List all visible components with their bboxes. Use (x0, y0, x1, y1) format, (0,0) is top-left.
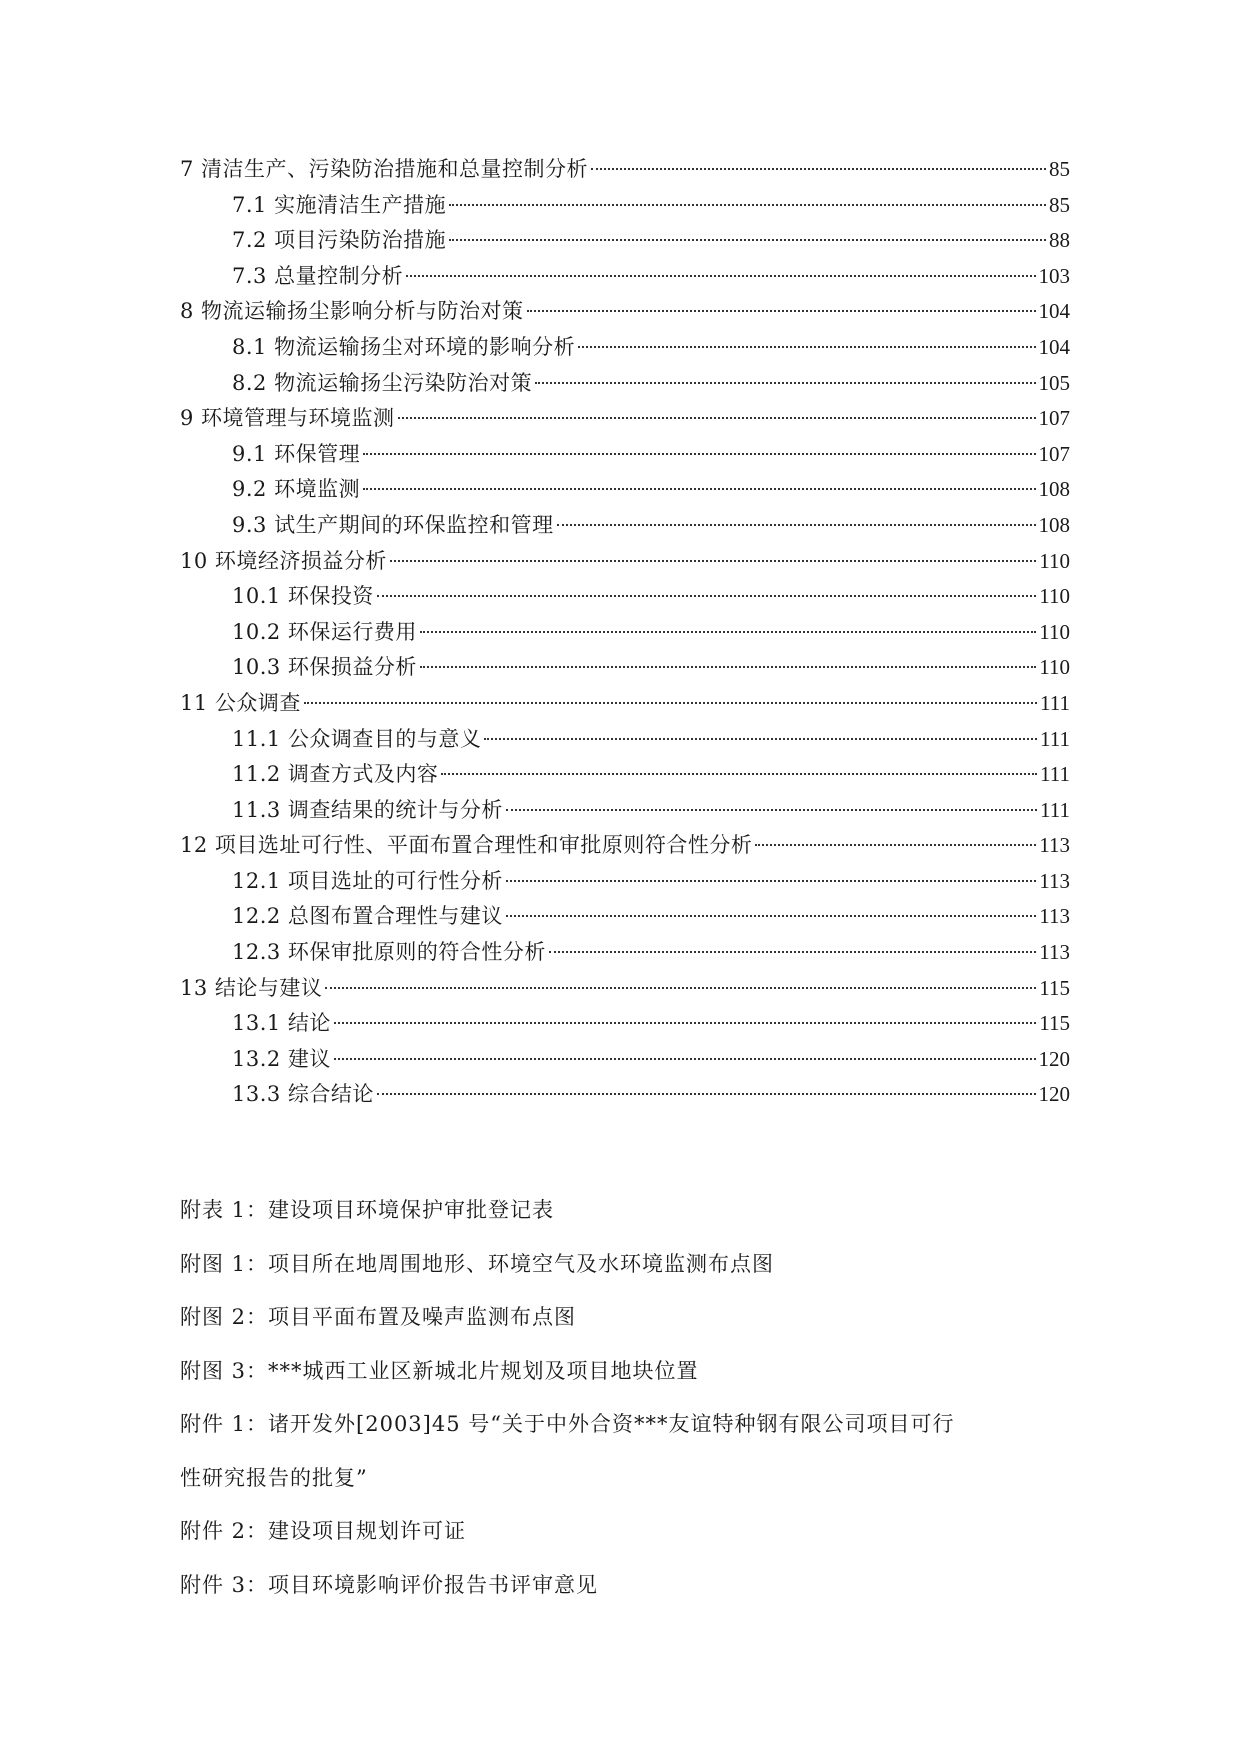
toc-entry-title: 11.1 公众调查目的与意义 (232, 726, 482, 751)
toc-dot-leader (449, 239, 1046, 241)
toc-chapter-entry[interactable] (180, 401, 1070, 437)
toc-section-entry[interactable] (180, 188, 1070, 224)
toc-entry-title: 12 项目选址可行性、平面布置合理性和审批原则符合性分析 (180, 833, 753, 858)
toc-section-entry[interactable] (180, 793, 1070, 829)
toc-dot-leader (406, 275, 1035, 277)
table-of-contents (180, 152, 1070, 1113)
toc-section-entry[interactable] (180, 366, 1070, 402)
toc-entry-page-number: 110 (1039, 619, 1070, 644)
toc-entry-title: 8.2 物流运输扬尘污染防治对策 (232, 370, 533, 395)
toc-entry-title: 13.3 综合结论 (232, 1082, 374, 1107)
attachment-line: 性研究报告的批复” (180, 1465, 368, 1490)
toc-dot-leader (535, 382, 1035, 384)
toc-entry-page-number: 111 (1040, 690, 1070, 715)
toc-dot-leader (325, 987, 1036, 989)
toc-entry-page-number: 120 (1038, 1046, 1070, 1071)
attachment-line: 附表 1：建设项目环境保护审批登记表 (180, 1198, 555, 1222)
attachment-line: 附件 3：项目环境影响评价报告书评审意见 (180, 1572, 599, 1597)
toc-section-entry[interactable] (180, 223, 1070, 259)
toc-dot-leader (363, 488, 1035, 490)
toc-entry-page-number: 115 (1039, 1011, 1070, 1036)
toc-dot-leader (304, 702, 1037, 704)
toc-dot-leader (506, 880, 1036, 882)
toc-entry-title: 12.3 环保审批原则的符合性分析 (232, 940, 546, 965)
toc-chapter-entry[interactable] (180, 828, 1070, 864)
toc-dot-leader (506, 915, 1036, 917)
toc-chapter-entry[interactable] (180, 686, 1070, 722)
toc-section-entry[interactable] (180, 508, 1070, 544)
toc-dot-leader (390, 560, 1036, 562)
toc-chapter-entry[interactable] (180, 294, 1070, 330)
toc-dot-leader (591, 168, 1046, 170)
toc-entry-page-number: 85 (1049, 157, 1070, 181)
toc-chapter-entry[interactable] (180, 152, 1070, 188)
toc-entry-title: 11.2 调查方式及内容 (232, 762, 439, 787)
toc-section-entry[interactable] (180, 1042, 1070, 1078)
toc-entry-title: 12.2 总图布置合理性与建议 (232, 904, 503, 929)
toc-entry-title: 11 公众调查 (180, 690, 301, 715)
toc-entry-title: 9.3 试生产期间的环保监控和管理 (232, 512, 554, 537)
toc-section-entry[interactable] (180, 330, 1070, 366)
toc-dot-leader (377, 595, 1036, 597)
toc-entry-title: 11.3 调查结果的统计与分析 (232, 797, 503, 822)
toc-entry-page-number: 111 (1040, 762, 1070, 787)
toc-dot-leader (527, 310, 1036, 312)
toc-dot-leader (441, 773, 1037, 775)
toc-entry-title: 9.1 环保管理 (232, 441, 361, 466)
attachment-line: 附件 2：建设项目规划许可证 (180, 1519, 467, 1543)
toc-entry-page-number: 113 (1039, 833, 1070, 858)
toc-section-entry[interactable] (180, 1077, 1070, 1113)
toc-dot-leader (578, 346, 1035, 348)
toc-entry-page-number: 104 (1038, 299, 1070, 324)
toc-entry-title: 12.1 项目选址的可行性分析 (232, 868, 503, 893)
toc-entry-page-number: 111 (1040, 726, 1070, 751)
toc-entry-page-number: 110 (1039, 584, 1070, 609)
toc-entry-title: 9.2 环境监测 (232, 477, 361, 502)
toc-section-entry[interactable] (180, 259, 1070, 295)
toc-entry-title: 13 结论与建议 (180, 975, 323, 1000)
toc-dot-leader (334, 1058, 1036, 1060)
toc-dot-leader (363, 453, 1035, 455)
toc-entry-title: 10 环境经济损益分析 (180, 548, 387, 573)
toc-entry-title: 7 清洁生产、污染防治措施和总量控制分析 (180, 157, 589, 181)
toc-section-entry[interactable] (180, 579, 1070, 615)
toc-entry-page-number: 110 (1039, 655, 1070, 680)
toc-entry-page-number: 103 (1038, 263, 1070, 288)
toc-entry-title: 9 环境管理与环境监测 (180, 406, 395, 431)
toc-dot-leader (377, 1093, 1036, 1095)
toc-entry-page-number: 113 (1039, 940, 1070, 965)
toc-entry-title: 7.3 总量控制分析 (232, 263, 404, 288)
attachment-line: 附图 3：***城西工业区新城北片规划及项目地块位置 (180, 1358, 699, 1383)
toc-chapter-entry[interactable] (180, 971, 1070, 1007)
attachment-line: 附图 1：项目所在地周围地形、环境空气及水环境监测布点图 (180, 1251, 775, 1276)
attachment-line: 附件 1：诸开发外[2003]45 号“关于中外合资***友谊特种钢有限公司项目可行 (180, 1412, 955, 1436)
toc-entry-page-number: 108 (1038, 512, 1070, 537)
toc-section-entry[interactable] (180, 472, 1070, 508)
toc-entry-page-number: 113 (1039, 904, 1070, 929)
toc-entry-title: 8.1 物流运输扬尘对环境的影响分析 (232, 334, 576, 359)
toc-dot-leader (334, 1022, 1036, 1024)
toc-entry-page-number: 110 (1039, 548, 1070, 573)
toc-section-entry[interactable] (180, 615, 1070, 651)
toc-section-entry[interactable] (180, 650, 1070, 686)
toc-entry-page-number: 115 (1039, 975, 1070, 1000)
toc-dot-leader (557, 524, 1036, 526)
toc-dot-leader (398, 417, 1036, 419)
toc-dot-leader (506, 809, 1037, 811)
toc-section-entry[interactable] (180, 722, 1070, 758)
toc-entry-page-number: 105 (1038, 370, 1070, 395)
toc-section-entry[interactable] (180, 935, 1070, 971)
attachments-list (180, 1184, 1070, 1612)
toc-entry-page-number: 88 (1049, 228, 1070, 253)
toc-entry-title: 13.1 结论 (232, 1011, 331, 1036)
toc-entry-page-number: 107 (1038, 441, 1070, 466)
toc-dot-leader (484, 738, 1037, 740)
toc-entry-page-number: 104 (1038, 334, 1070, 359)
toc-entry-title: 10.1 环保投资 (232, 584, 374, 609)
toc-dot-leader (420, 631, 1036, 633)
toc-section-entry[interactable] (180, 899, 1070, 935)
attachment-line: 附图 2：项目平面布置及噪声监测布点图 (180, 1305, 577, 1329)
toc-dot-leader (449, 204, 1046, 206)
toc-entry-page-number: 108 (1038, 477, 1070, 502)
toc-dot-leader (420, 666, 1036, 668)
toc-dot-leader (549, 951, 1036, 953)
toc-entry-title: 10.3 环保损益分析 (232, 655, 417, 680)
toc-entry-page-number: 85 (1049, 192, 1070, 217)
toc-section-entry[interactable] (180, 1006, 1070, 1042)
toc-dot-leader (755, 844, 1036, 846)
toc-entry-title: 13.2 建议 (232, 1046, 331, 1071)
toc-section-entry[interactable] (180, 864, 1070, 900)
toc-section-entry[interactable] (180, 437, 1070, 473)
toc-entry-page-number: 111 (1040, 797, 1070, 822)
toc-entry-title: 7.2 项目污染防治措施 (232, 228, 447, 253)
toc-entry-title: 10.2 环保运行费用 (232, 619, 417, 644)
toc-entry-title: 8 物流运输扬尘影响分析与防治对策 (180, 299, 524, 324)
toc-entry-page-number: 113 (1039, 868, 1070, 893)
toc-chapter-entry[interactable] (180, 544, 1070, 580)
toc-section-entry[interactable] (180, 757, 1070, 793)
toc-entry-title: 7.1 实施清洁生产措施 (232, 192, 447, 217)
toc-entry-page-number: 120 (1038, 1082, 1070, 1107)
toc-entry-page-number: 107 (1038, 406, 1070, 431)
